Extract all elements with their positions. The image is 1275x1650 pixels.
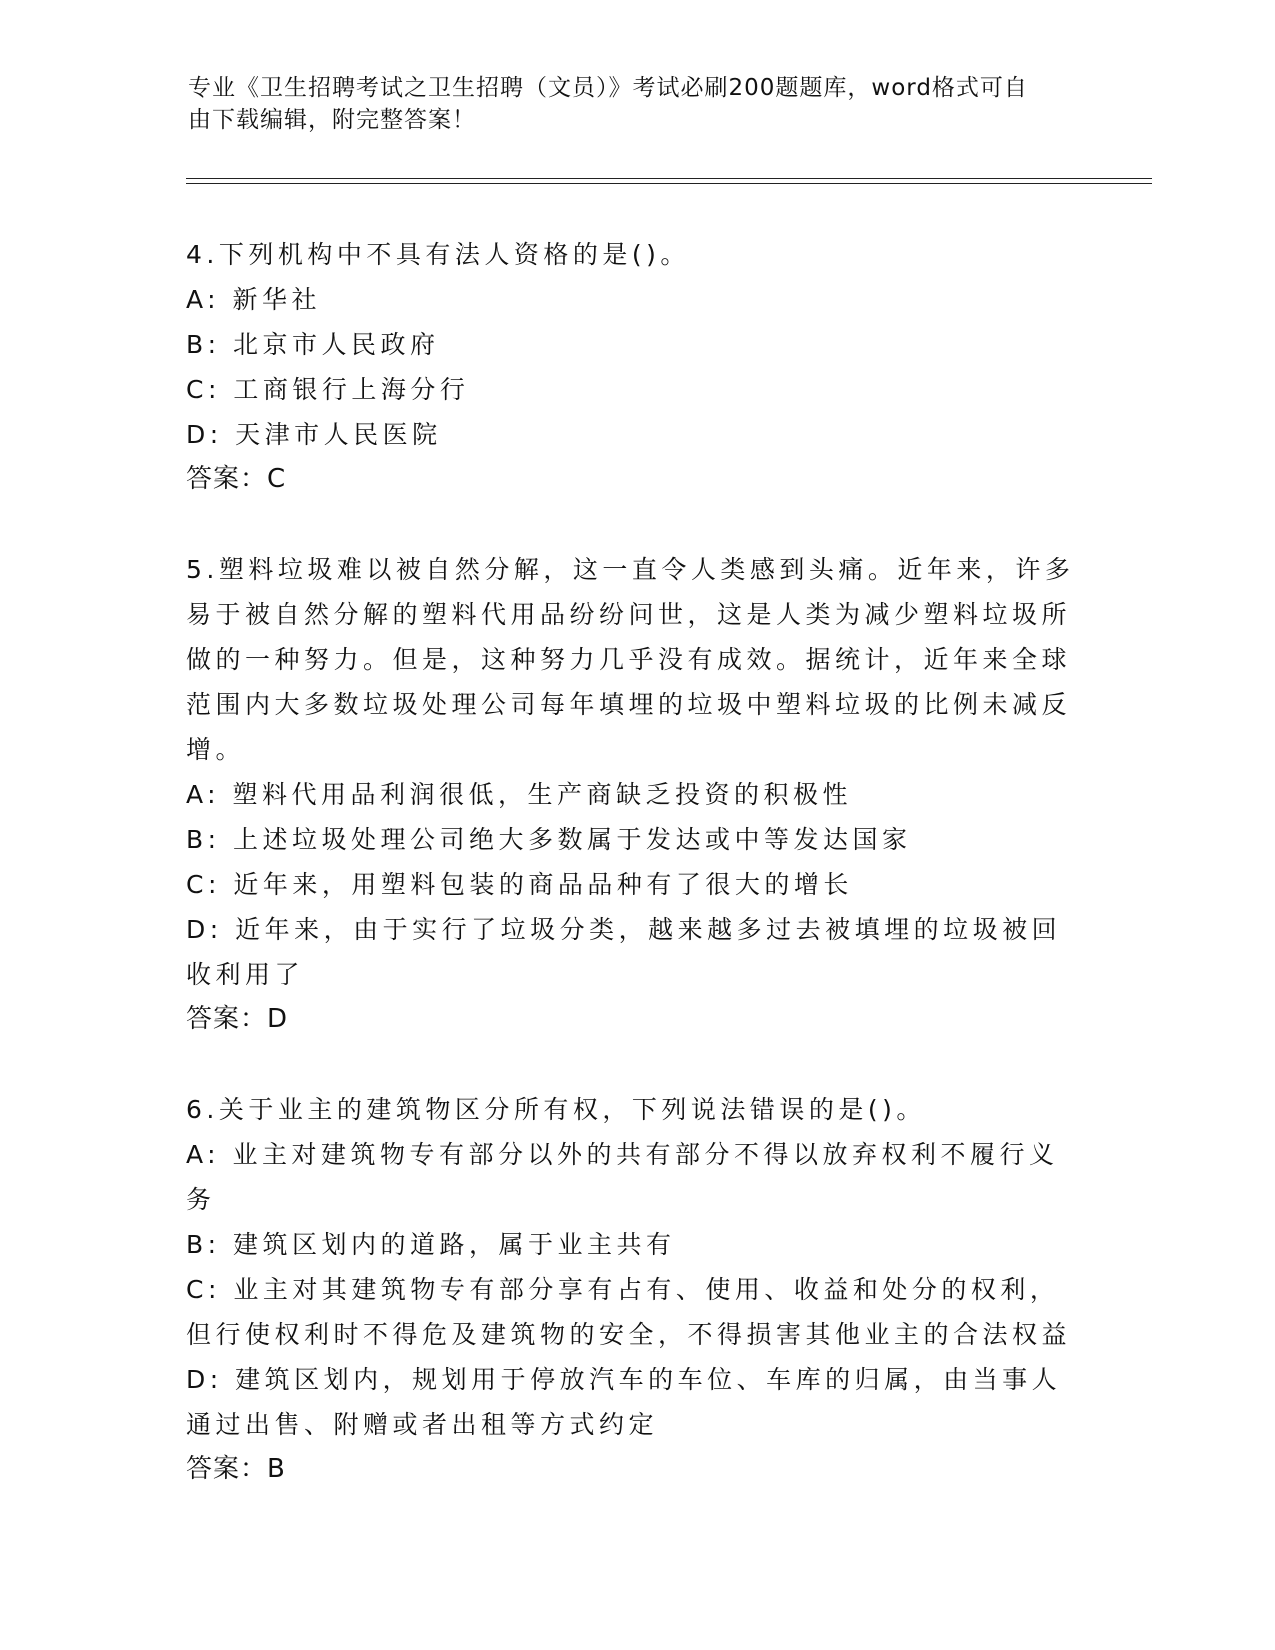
option-d (186, 412, 1076, 457)
answer-line: 答案：B (186, 1454, 286, 1484)
header-divider-bottom (186, 183, 1152, 184)
option-text: 建筑区划内的道路，属于业主共有 (233, 1230, 676, 1259)
option-b (186, 817, 1076, 862)
option-text: 建筑区划内，规划用于停放汽车的车位、车库的归属，由当事人通过出售、附赠或者出租等方式约定 (186, 1365, 1062, 1439)
header-divider-top (186, 178, 1152, 179)
option-key: B: (186, 825, 221, 854)
option-text: 业主对其建筑物专有部分享有占有、使用、收益和处分的权利，但行使权利时不得危及建筑物的安全，不得损害其他业主的合法权益 (186, 1275, 1072, 1349)
option-key: C: (186, 870, 221, 899)
option-key: D: (186, 915, 223, 944)
option-a (186, 772, 1076, 817)
option-a (186, 1132, 1076, 1222)
question-stem: 5.塑料垃圾难以被自然分解，这一直令人类感到头痛。近年来，许多易于被自然分解的塑料代用品纷纷问世，这是人类为减少塑料垃圾所做的一种努力。但是，这种努力几乎没有成效。据统计，近年来全球范围内大多数垃圾处理公司每年填埋的垃圾中塑料垃圾的比例未减反增。 (186, 555, 1075, 764)
option-b (186, 1222, 1076, 1267)
answer-line: 答案：C (186, 464, 287, 494)
option-text: 塑料代用品利润很低，生产商缺乏投资的积极性 (232, 780, 853, 809)
option-text: 近年来，由于实行了垃圾分类，越来越多过去被填埋的垃圾被回收利用了 (186, 915, 1062, 989)
option-d (186, 1357, 1076, 1447)
option-c (186, 862, 1076, 907)
option-key: A: (186, 780, 221, 809)
option-d (186, 907, 1076, 997)
option-c (186, 1267, 1076, 1357)
option-key: D: (186, 420, 223, 449)
question-5 (186, 547, 1076, 1042)
header-title-line-1: 专业《卫生招聘考试之卫生招聘（文员）》考试必刷200题题库，word格式可自 (188, 75, 1028, 101)
option-text: 近年来，用塑料包装的商品品种有了很大的增长 (233, 870, 853, 899)
option-key: D: (186, 1365, 223, 1394)
option-key: A: (186, 1140, 221, 1169)
option-a (186, 277, 1076, 322)
question-stem: 6.关于业主的建筑物区分所有权，下列说法错误的是()。 (186, 1095, 926, 1124)
question-stem: 4.下列机构中不具有法人资格的是()。 (186, 240, 690, 269)
header-title-line-2: 由下载编辑，附完整答案！ (188, 107, 476, 133)
option-text: 上述垃圾处理公司绝大多数属于发达或中等发达国家 (233, 825, 912, 854)
option-text: 新华社 (232, 285, 322, 314)
option-key: B: (186, 330, 221, 359)
option-key: C: (186, 1275, 221, 1304)
option-c (186, 367, 1076, 412)
option-text: 工商银行上海分行 (233, 375, 470, 404)
answer-line: 答案：D (186, 1004, 289, 1034)
question-4 (186, 232, 1076, 502)
option-b (186, 322, 1076, 367)
document-header (188, 72, 1068, 136)
option-key: A: (186, 285, 221, 314)
option-text: 北京市人民政府 (233, 330, 440, 359)
question-list (186, 232, 1076, 1537)
option-key: C: (186, 375, 221, 404)
option-key: B: (186, 1230, 221, 1259)
option-text: 天津市人民医院 (235, 420, 442, 449)
option-text: 业主对建筑物专有部分以外的共有部分不得以放弃权利不履行义务 (186, 1140, 1059, 1214)
question-6 (186, 1087, 1076, 1492)
